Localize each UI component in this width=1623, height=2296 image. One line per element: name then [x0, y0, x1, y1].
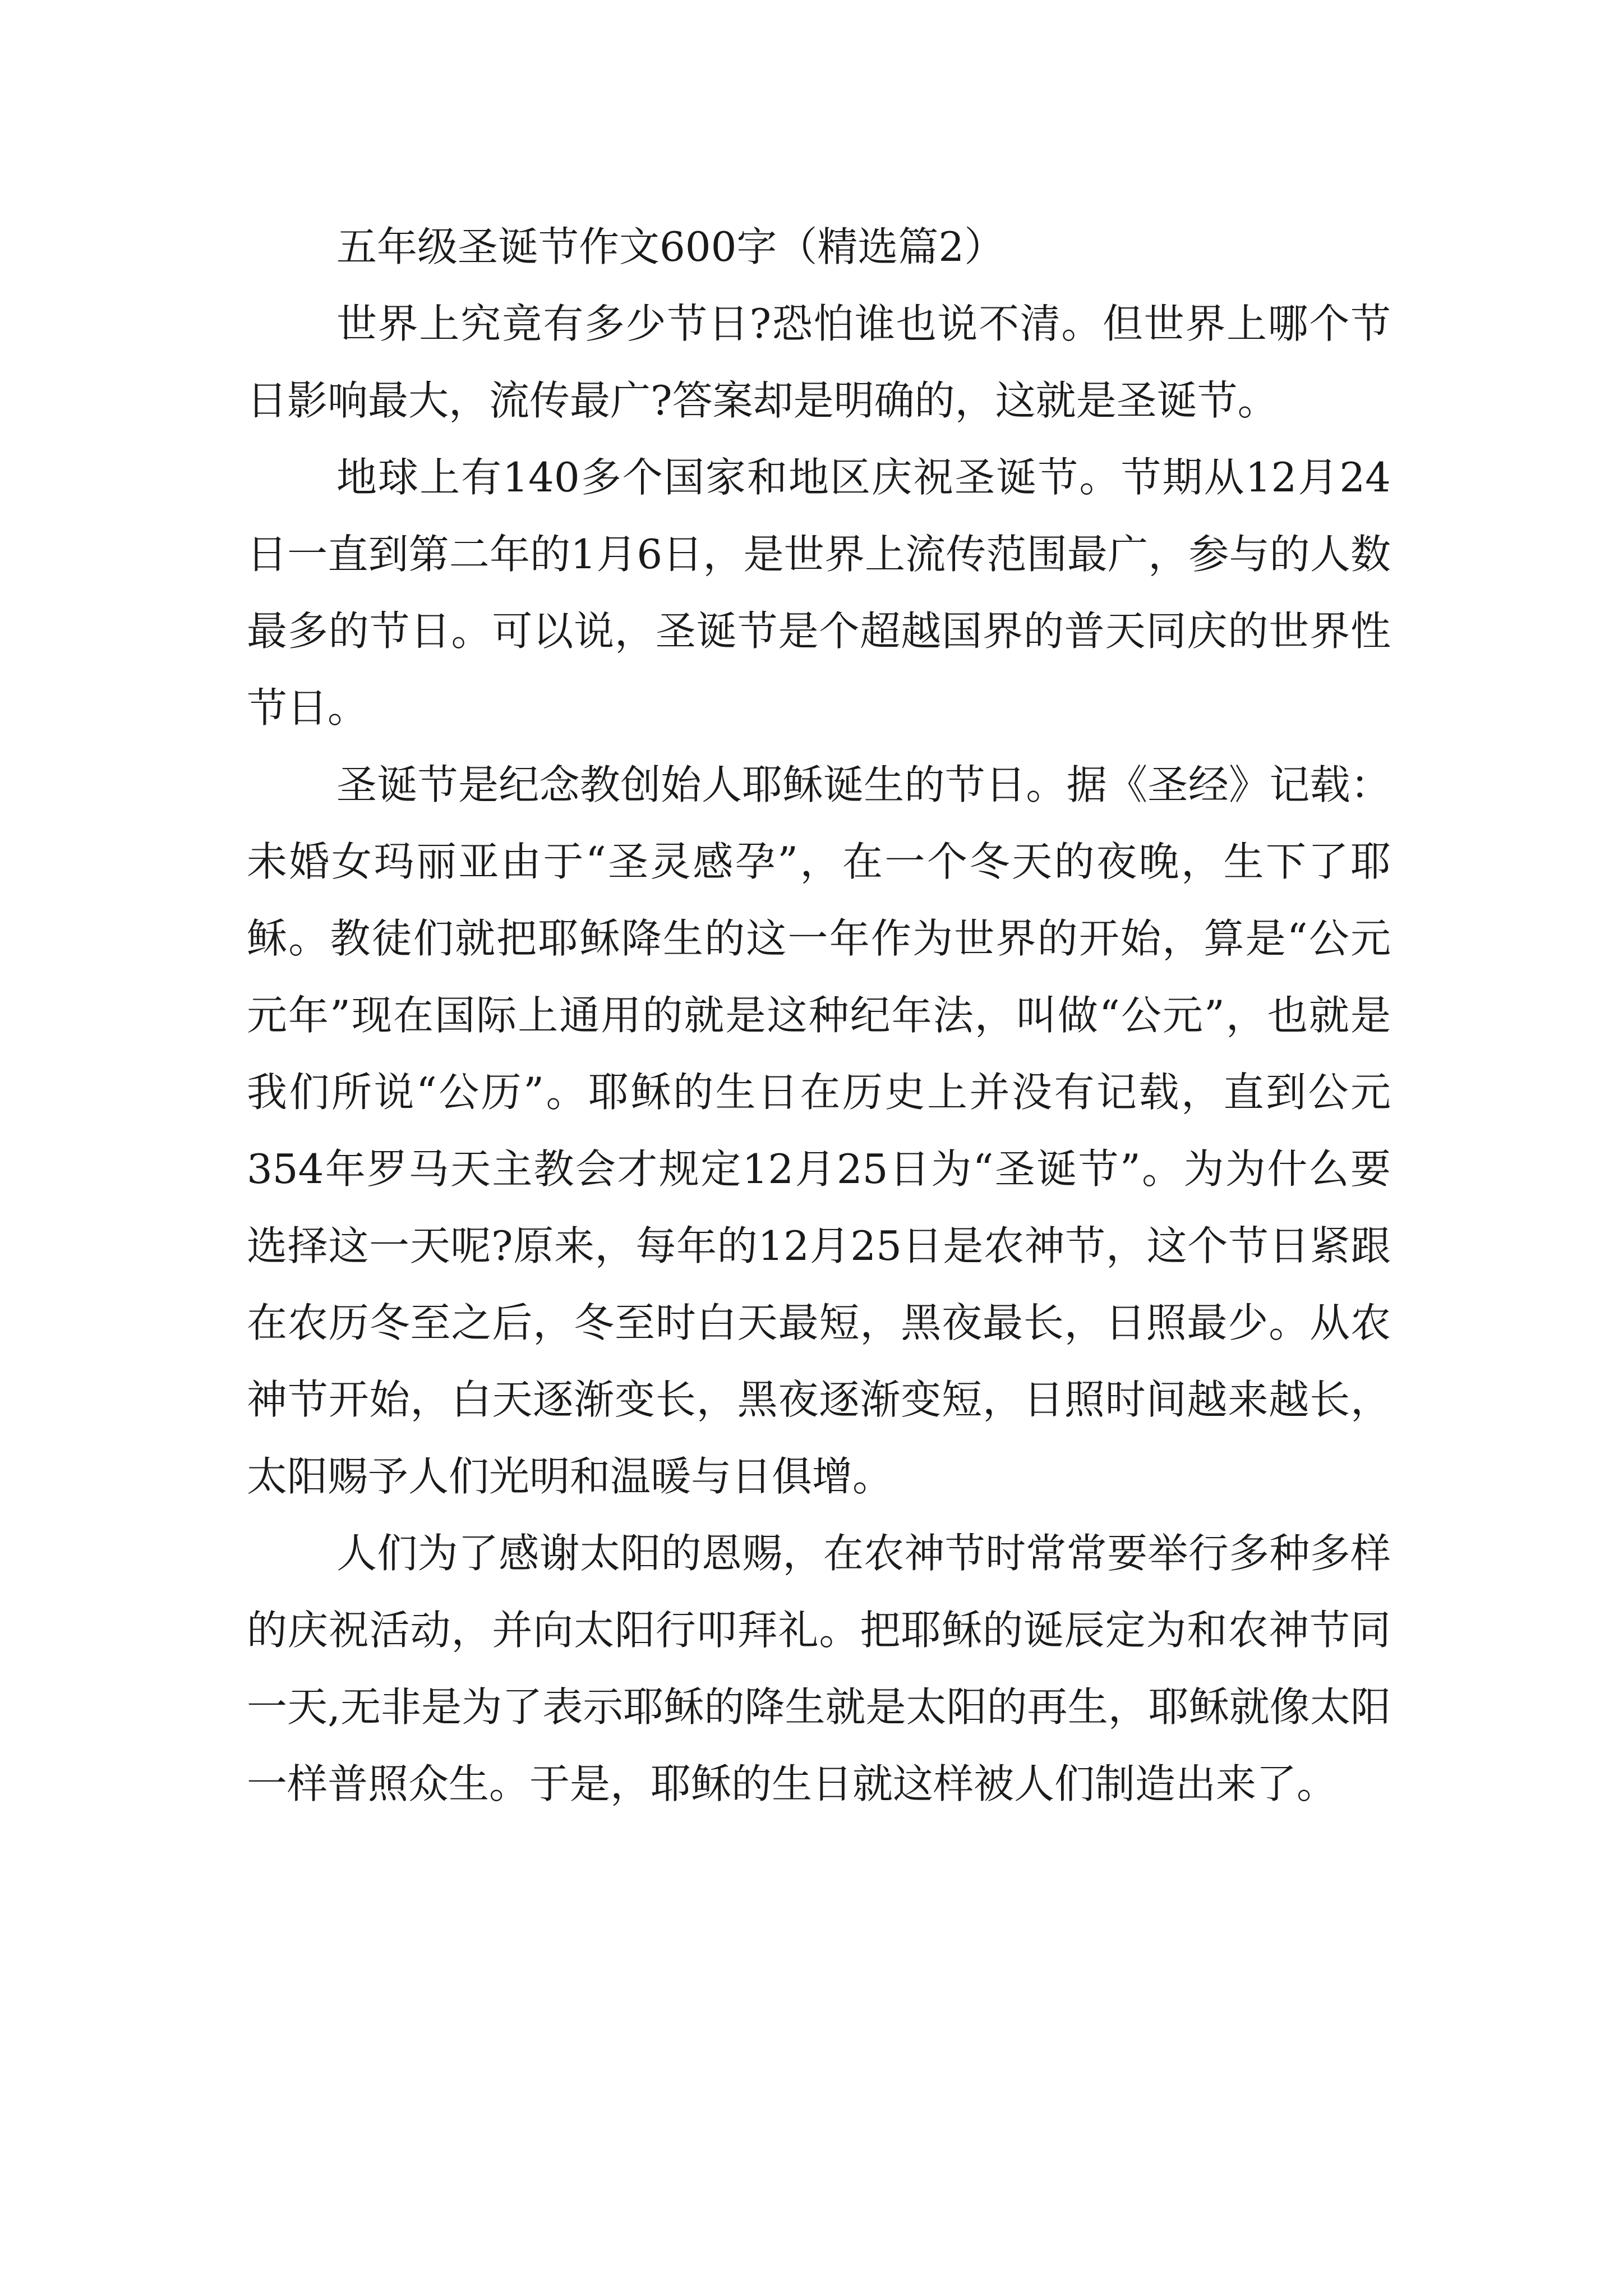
paragraph: 人们为了感谢太阳的恩赐，在农神节时常常要举行多种多样的庆祝活动，并向太阳行叩拜礼。把耶稣的诞辰定为和农神节同一天,无非是为了表示耶稣的降生就是太阳的再生，耶稣就像太阳一样普照众生。于是，耶稣的生日就这样被人们制造出来了。	[247, 1530, 1391, 1807]
document-body	[247, 209, 1391, 1823]
paragraph: 圣诞节是纪念教创始人耶稣诞生的节日。据《圣经》记载：未婚女玛丽亚由于“圣灵感孕”，在一个冬天的夜晚，生下了耶稣。教徒们就把耶稣降生的这一年作为世界的开始，算是“公元元年”现在国际上通用的就是这种纪年法，叫做“公元”，也就是我们所说“公历”。耶稣的生日在历史上并没有记载，直到公元354年罗马天主教会才规定12月25日为“圣诞节”。为为什么要选择这一天呢?原来，每年的12月25日是农神节，这个节日紧跟在农历冬至之后，冬至时白天最短，黑夜最长，日照最少。从农神节开始，白天逐渐变长，黑夜逐渐变短，日照时间越来越长，太阳赐予人们光明和温暖与日俱增。	[247, 761, 1391, 1500]
document-title: 五年级圣诞节作文600字（精选篇2）	[336, 223, 1005, 270]
paragraph: 世界上究竟有多少节日?恐怕谁也说不清。但世界上哪个节日影响最大，流传最广?答案却是明确的，这就是圣诞节。	[247, 300, 1391, 424]
paragraph: 地球上有140多个国家和地区庆祝圣诞节。节期从12月24日一直到第二年的1月6日，是世界上流传范围最广，参与的人数最多的节日。可以说，圣诞节是个超越国界的普天同庆的世界性节日。	[247, 454, 1391, 731]
